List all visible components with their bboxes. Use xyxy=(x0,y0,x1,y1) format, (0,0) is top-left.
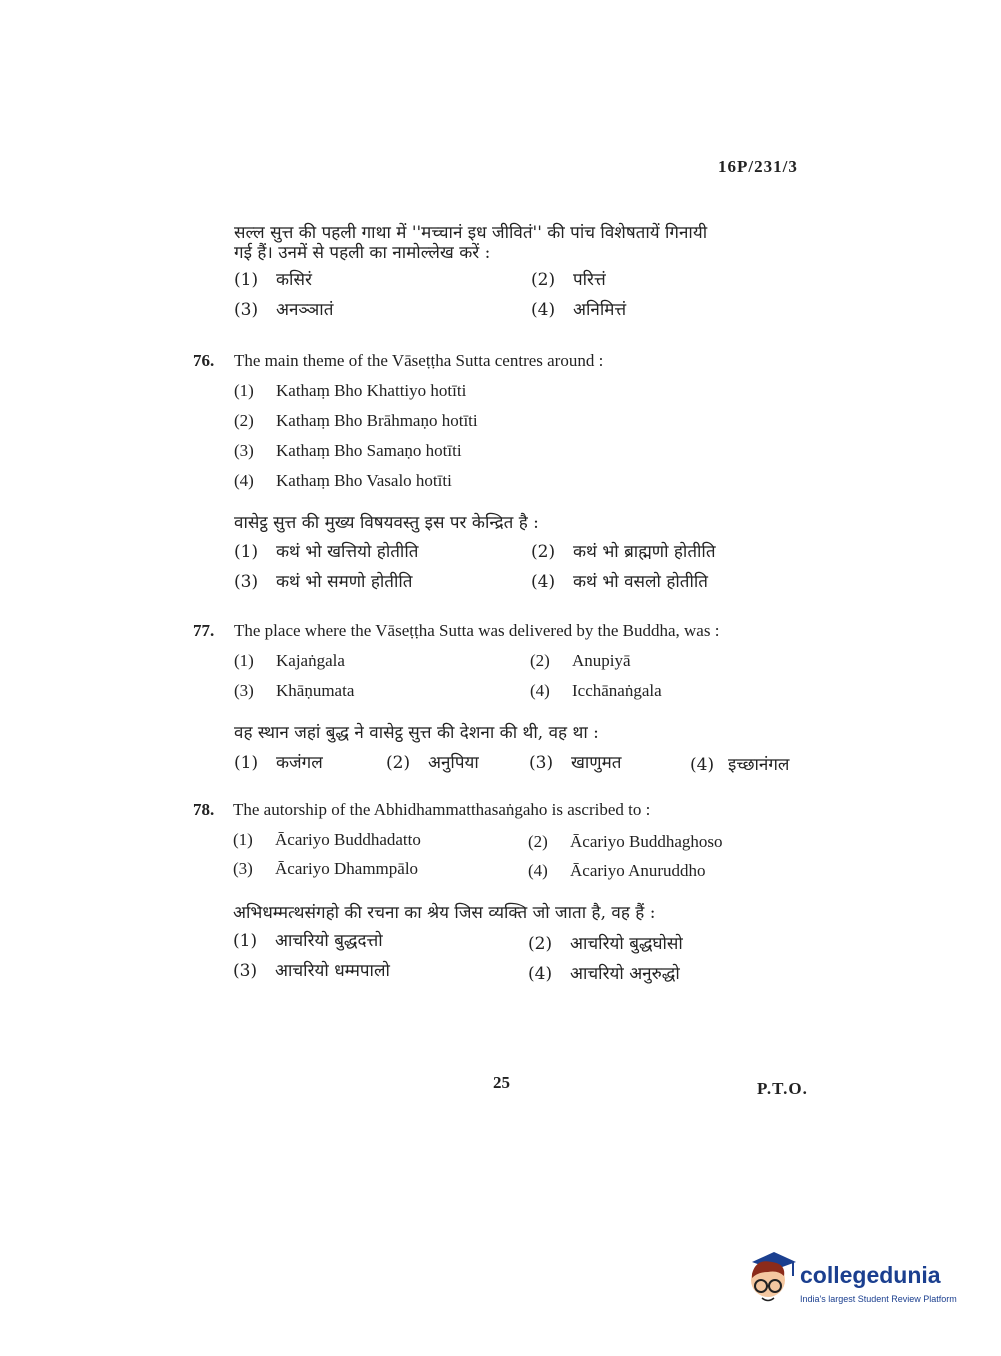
option-text: परित्तं xyxy=(573,270,606,290)
q76-option-4 xyxy=(234,471,452,491)
q76-hindi-option-2 xyxy=(531,539,716,562)
option-number: (2) xyxy=(528,832,548,851)
q78-option-4 xyxy=(528,861,706,881)
q76-hindi-option-3 xyxy=(234,569,412,592)
q76-number: 76. xyxy=(193,351,215,370)
logo-tagline: India's largest Student Review Platform xyxy=(800,1294,957,1304)
option-number: (3) xyxy=(234,572,259,592)
option-number: (4) xyxy=(530,681,550,700)
option-text: आचरियो बुद्धघोसो xyxy=(570,934,683,954)
q78-option-3 xyxy=(233,859,418,879)
q77-option-2 xyxy=(530,651,631,671)
q77-hindi-option-4 xyxy=(690,752,789,775)
option-number: (1) xyxy=(234,381,254,400)
option-text: अनञ्ञातं xyxy=(276,300,334,320)
option-number: (3) xyxy=(234,300,259,320)
q77-option-1 xyxy=(234,651,345,671)
option-text: अनिमित्तं xyxy=(573,300,627,320)
option-number: (1) xyxy=(234,542,259,562)
option-text: कथं भो खत्तियो होतीति xyxy=(276,542,419,562)
option-text: कजंगल xyxy=(276,753,323,773)
option-number: (2) xyxy=(531,542,556,562)
option-text: Icchānaṅgala xyxy=(572,681,662,700)
q78-number: 78. xyxy=(193,800,215,819)
pto-label: P.T.O. xyxy=(757,1079,808,1098)
option-number: (2) xyxy=(234,411,254,430)
q75-hindi-line2: गई हैं। उनमें से पहली का नामोल्लेख करें : xyxy=(234,243,491,263)
q75-option-4 xyxy=(531,297,626,320)
option-number: (1) xyxy=(234,651,254,670)
q77-hindi-option-3 xyxy=(529,750,621,773)
paper-code: 16P/231/3 xyxy=(718,157,798,176)
option-text: खाणुमत xyxy=(571,753,622,773)
q77-hindi-option-1 xyxy=(234,750,323,773)
option-number: (3) xyxy=(234,441,254,460)
option-text: इच्छानंगल xyxy=(728,755,790,775)
q75-option-2 xyxy=(531,267,606,290)
option-text: Ācariyo Dhammpālo xyxy=(275,859,419,878)
q75-option-1 xyxy=(234,267,312,290)
q78-hindi-question: अभिधम्मत्थसंगहो की रचना का श्रेय जिस व्यक्ति जो जाता है, वह हैं : xyxy=(233,903,656,923)
option-number: (1) xyxy=(234,270,259,290)
option-text: Kathaṃ Bho Samaṇo hotīti xyxy=(276,441,462,460)
q78-hindi-option-1 xyxy=(233,928,383,951)
q76-question: The main theme of the Vāseṭṭha Sutta centres around : xyxy=(234,351,604,370)
option-text: अनुपिया xyxy=(428,753,479,773)
option-text: Ācariyo Buddhaghoso xyxy=(570,832,723,851)
option-number: (2) xyxy=(386,753,411,773)
option-text: Anupiyā xyxy=(572,651,631,670)
option-number: (3) xyxy=(529,753,554,773)
q78-option-1 xyxy=(233,830,421,850)
q75-hindi-line1: सल्ल सुत्त की पहली गाथा में ''मच्चानं इध जीवितं'' की पांच विशेषतायें गिनायी xyxy=(234,223,708,243)
option-text: Ācariyo Anuruddho xyxy=(570,861,706,880)
q78-hindi-option-3 xyxy=(233,958,390,981)
option-number: (4) xyxy=(531,572,556,592)
q77-number: 77. xyxy=(193,621,215,640)
option-text: Kajaṅgala xyxy=(276,651,345,670)
option-number: (2) xyxy=(530,651,550,670)
q77-question: The place where the Vāseṭṭha Sutta was delivered by the Buddha, was : xyxy=(234,621,720,640)
collegedunia-logo xyxy=(742,1248,972,1310)
option-number: (4) xyxy=(234,471,254,490)
q78-hindi-option-2 xyxy=(528,931,683,954)
q76-hindi-question: वासेट्ठ सुत्त की मुख्य विषयवस्तु इस पर केन्द्रित है : xyxy=(234,513,539,533)
q78-option-2 xyxy=(528,832,723,852)
option-number: (4) xyxy=(528,861,548,880)
option-number: (4) xyxy=(528,964,553,984)
option-text: आचरियो धम्मपालो xyxy=(275,961,390,981)
option-text: Ācariyo Buddhadatto xyxy=(275,830,421,849)
option-text: Kathaṃ Bho Khattiyo hotīti xyxy=(276,381,467,400)
option-text: Kathaṃ Bho Vasalo hotīti xyxy=(276,471,452,490)
q76-option-1 xyxy=(234,381,466,401)
option-number: (3) xyxy=(233,859,253,878)
option-text: कथं भो ब्राह्मणो होतीति xyxy=(573,542,716,562)
q77-hindi-question: वह स्थान जहां बुद्ध ने वासेट्ठ सुत्त की देशना की थी, वह था : xyxy=(234,723,599,743)
q78-question: The autorship of the Abhidhammatthasaṅgaho is ascribed to : xyxy=(233,800,651,819)
q77-option-4 xyxy=(530,681,662,701)
option-text: आचरियो बुद्धदत्तो xyxy=(275,931,383,951)
option-text: कथं भो समणो होतीति xyxy=(276,572,413,592)
q75-option-3 xyxy=(234,297,333,320)
logo-wordmark: collegedunia xyxy=(800,1262,941,1288)
page-number: 25 xyxy=(493,1073,510,1092)
option-number: (1) xyxy=(233,931,258,951)
mascot-icon xyxy=(742,1248,798,1310)
option-number: (3) xyxy=(234,681,254,700)
q77-hindi-option-2 xyxy=(386,750,479,773)
q77-option-3 xyxy=(234,681,354,701)
option-number: (2) xyxy=(528,934,553,954)
option-text: Khāṇumata xyxy=(276,681,355,700)
option-text: कथं भो वसलो होतीति xyxy=(573,572,708,592)
option-text: कसिरं xyxy=(276,270,312,290)
option-number: (4) xyxy=(690,755,715,775)
q76-hindi-option-1 xyxy=(234,539,418,562)
option-number: (3) xyxy=(233,961,258,981)
option-number: (2) xyxy=(531,270,556,290)
option-number: (1) xyxy=(234,753,259,773)
q76-option-2 xyxy=(234,411,478,431)
q78-hindi-option-4 xyxy=(528,961,680,984)
option-number: (4) xyxy=(531,300,556,320)
option-text: Kathaṃ Bho Brāhmaṇo hotīti xyxy=(276,411,478,430)
q76-hindi-option-4 xyxy=(531,569,708,592)
option-text: आचरियो अनुरुद्धो xyxy=(570,964,680,984)
q76-option-3 xyxy=(234,441,462,461)
option-number: (1) xyxy=(233,830,253,849)
